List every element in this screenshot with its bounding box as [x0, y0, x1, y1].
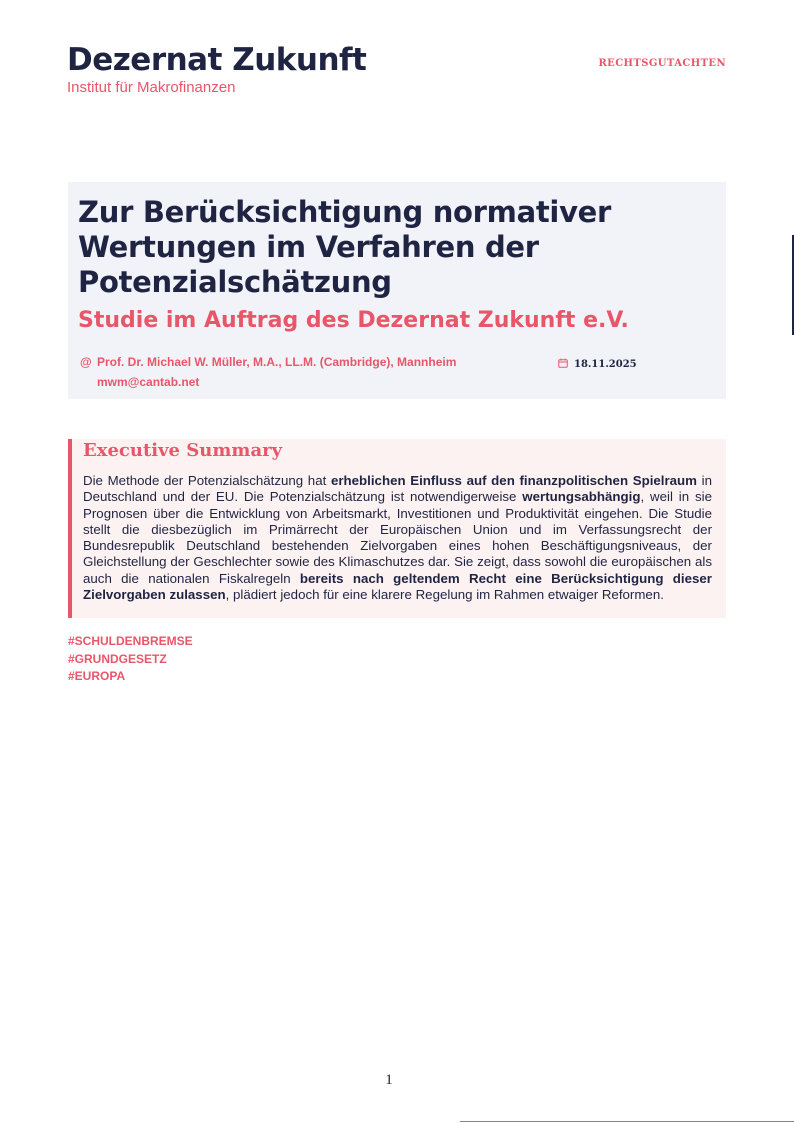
at-icon: @: [80, 355, 92, 369]
author-name: Prof. Dr. Michael W. Müller, M.A., LL.M. (Cambridge), Mannheim: [97, 355, 457, 369]
tag-grundgesetz[interactable]: #GRUNDGESETZ: [68, 651, 167, 666]
document-title: Zur Berücksichtigung normativer Wertungen im Verfahren der Potenzialschätzung: [78, 195, 612, 299]
publication-date: 18.11.2025: [574, 359, 637, 370]
author-row: [80, 352, 456, 372]
executive-summary: [68, 439, 726, 618]
author-email[interactable]: mwm@cantab.net: [97, 375, 200, 389]
tag-schuldenbremse[interactable]: #SCHULDENBREMSE: [68, 634, 193, 648]
summary-text-part: , weil in sie Prognosen über die Entwicklung von Arbeitsmarkt, Investitionen und Produktivität eingehen. Die Studie stellt die diesbezüglich im Primärrecht der Europäischen Union und im Verfassungsrecht der Bundesrepublik Deutschland bestehenden Zielvorgaben eines hohen Beschäftigungsniveaus, der Gleichstellung der Geschlechter sowie des Klimaschutzes dar. Sie zeigt, dass sowohl die europäischen als auch die nationalen Fiskalregeln: [83, 489, 712, 586]
summary-text-part: , plädiert jedoch für eine klarere Regelung im Rahmen etwaiger Reformen.: [225, 587, 664, 603]
footer-rule: [460, 1121, 794, 1122]
title-box: [68, 182, 726, 399]
summary-text-part: in Deutschland und der EU. Die Potenzialschätzung ist notwendigerweise: [83, 473, 712, 505]
logo-subtitle: Institut für Makrofinanzen: [67, 79, 236, 96]
logo: [67, 42, 366, 97]
tag-europa[interactable]: #EUROPA: [68, 669, 126, 683]
summary-text: [83, 473, 712, 603]
date-row: [558, 352, 637, 375]
logo-name: Dezernat Zukunft: [67, 42, 367, 78]
summary-heading: Executive Summary: [83, 440, 283, 461]
document-meta: [78, 352, 716, 396]
calendar-icon: [558, 353, 568, 373]
summary-bold-part: wertungsabhängig: [522, 489, 641, 505]
document-subtitle: Studie im Auftrag des Dezernat Zukunft e.V.: [78, 308, 629, 333]
summary-bold-part: erheblichen Einfluss auf den finanzpolitischen Spielraum: [330, 473, 697, 488]
document-type-label: RECHTSGUTACHTEN: [598, 58, 726, 69]
summary-text-part: Die Methode der Potenzialschätzung hat: [83, 473, 331, 488]
summary-bold-part: bereits nach geltendem Recht eine Berücksichtigung dieser Zielvorgaben zulassen: [83, 570, 712, 603]
tag-list: [68, 633, 193, 686]
page-number: 1: [385, 1072, 393, 1088]
